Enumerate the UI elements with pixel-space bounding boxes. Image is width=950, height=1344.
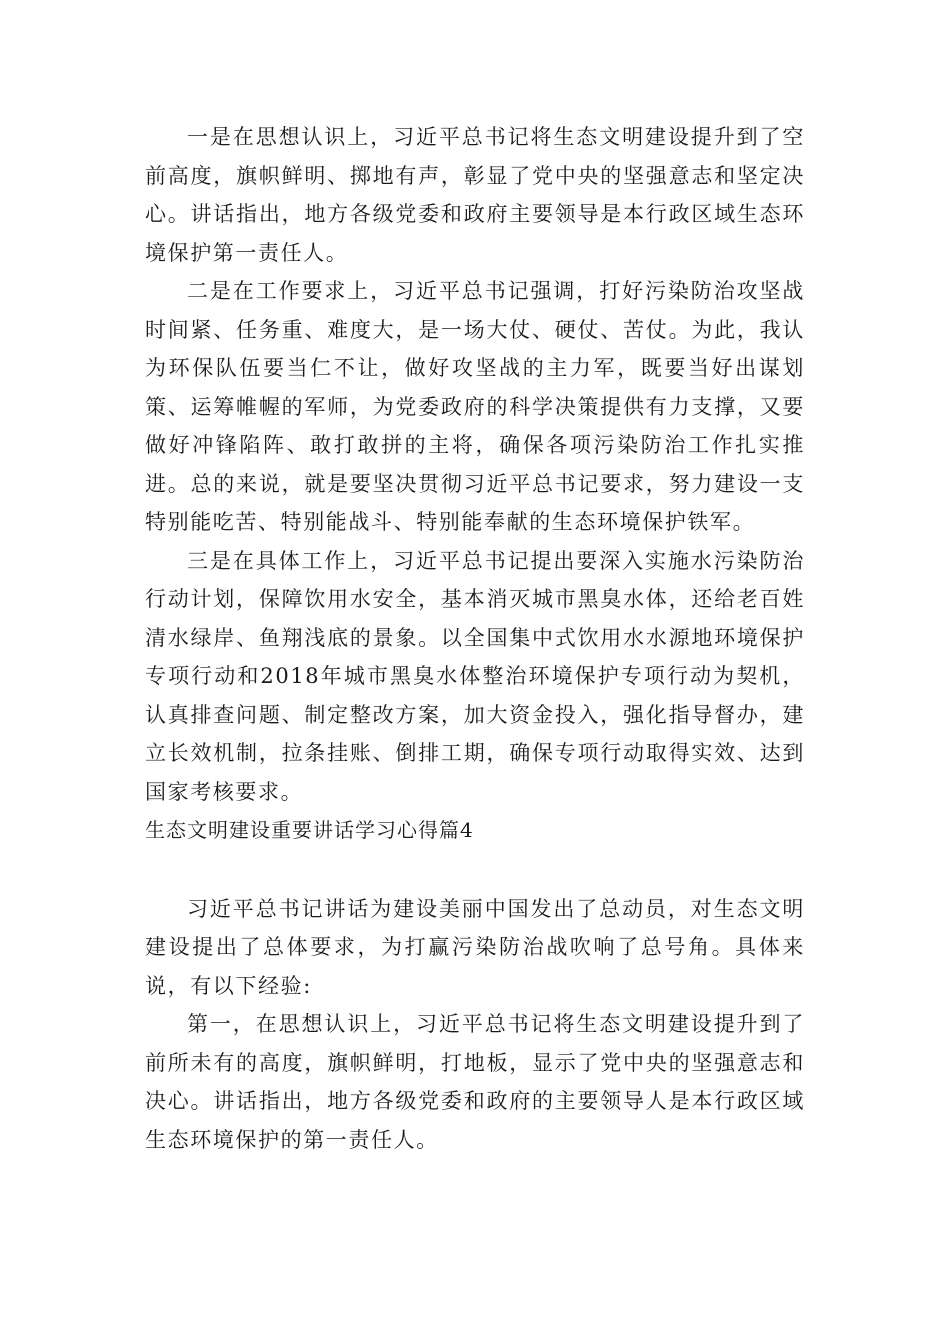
section-spacer (145, 850, 805, 890)
section-heading: 生态文明建设重要讲话学习心得篇4 (145, 818, 474, 842)
paragraph-3: 三是在具体工作上，习近平总书记提出要深入实施水污染防治行动计划，保障饮用水安全，基本消灭城市黑臭水体，还给老百姓清水绿岸、鱼翔浅底的景象。以全国集中式饮用水水源地环境保护专项行动和2018年城市黑臭水体整治环境保护专项行动为契机，认真排查问题、制定整改方案，加大资金投入，强化指导督办，建立长效机制，拉条挂账、倒排工期，确保专项行动取得实效、达到国家考核要求。 (145, 548, 805, 804)
paragraph-5: 第一，在思想认识上，习近平总书记将生态文明建设提升到了前所未有的高度，旗帜鲜明，打地板，显示了党中央的坚强意志和决心。讲话指出，地方各级党委和政府的主要领导人是本行政区域生态环境保护的第一责任人。 (145, 1012, 805, 1152)
document-page (145, 118, 805, 1159)
paragraph-1: 一是在思想认识上，习近平总书记将生态文明建设提升到了空前高度，旗帜鲜明、掷地有声，彰显了党中央的坚强意志和坚定决心。讲话指出，地方各级党委和政府主要领导是本行政区域生态环境保护第一责任人。 (145, 125, 805, 265)
paragraph-4: 习近平总书记讲话为建设美丽中国发出了总动员，对生态文明建设提出了总体要求，为打赢污染防治战吹响了总号角。具体来说，有以下经验: (145, 896, 805, 998)
paragraph-2: 二是在工作要求上，习近平总书记强调，打好污染防治攻坚战时间紧、任务重、难度大，是一场大仗、硬仗、苦仗。为此，我认为环保队伍要当仁不让，做好攻坚战的主力军，既要当好出谋划策、运筹帷幄的军师，为党委政府的科学决策提供有力支撑，又要做好冲锋陷阵、敢打敢拼的主将，确保各项污染防治工作扎实推进。总的来说，就是要坚决贯彻习近平总书记要求，努力建设一支特别能吃苦、特别能战斗、特别能奉献的生态环境保护铁军。 (145, 279, 805, 534)
